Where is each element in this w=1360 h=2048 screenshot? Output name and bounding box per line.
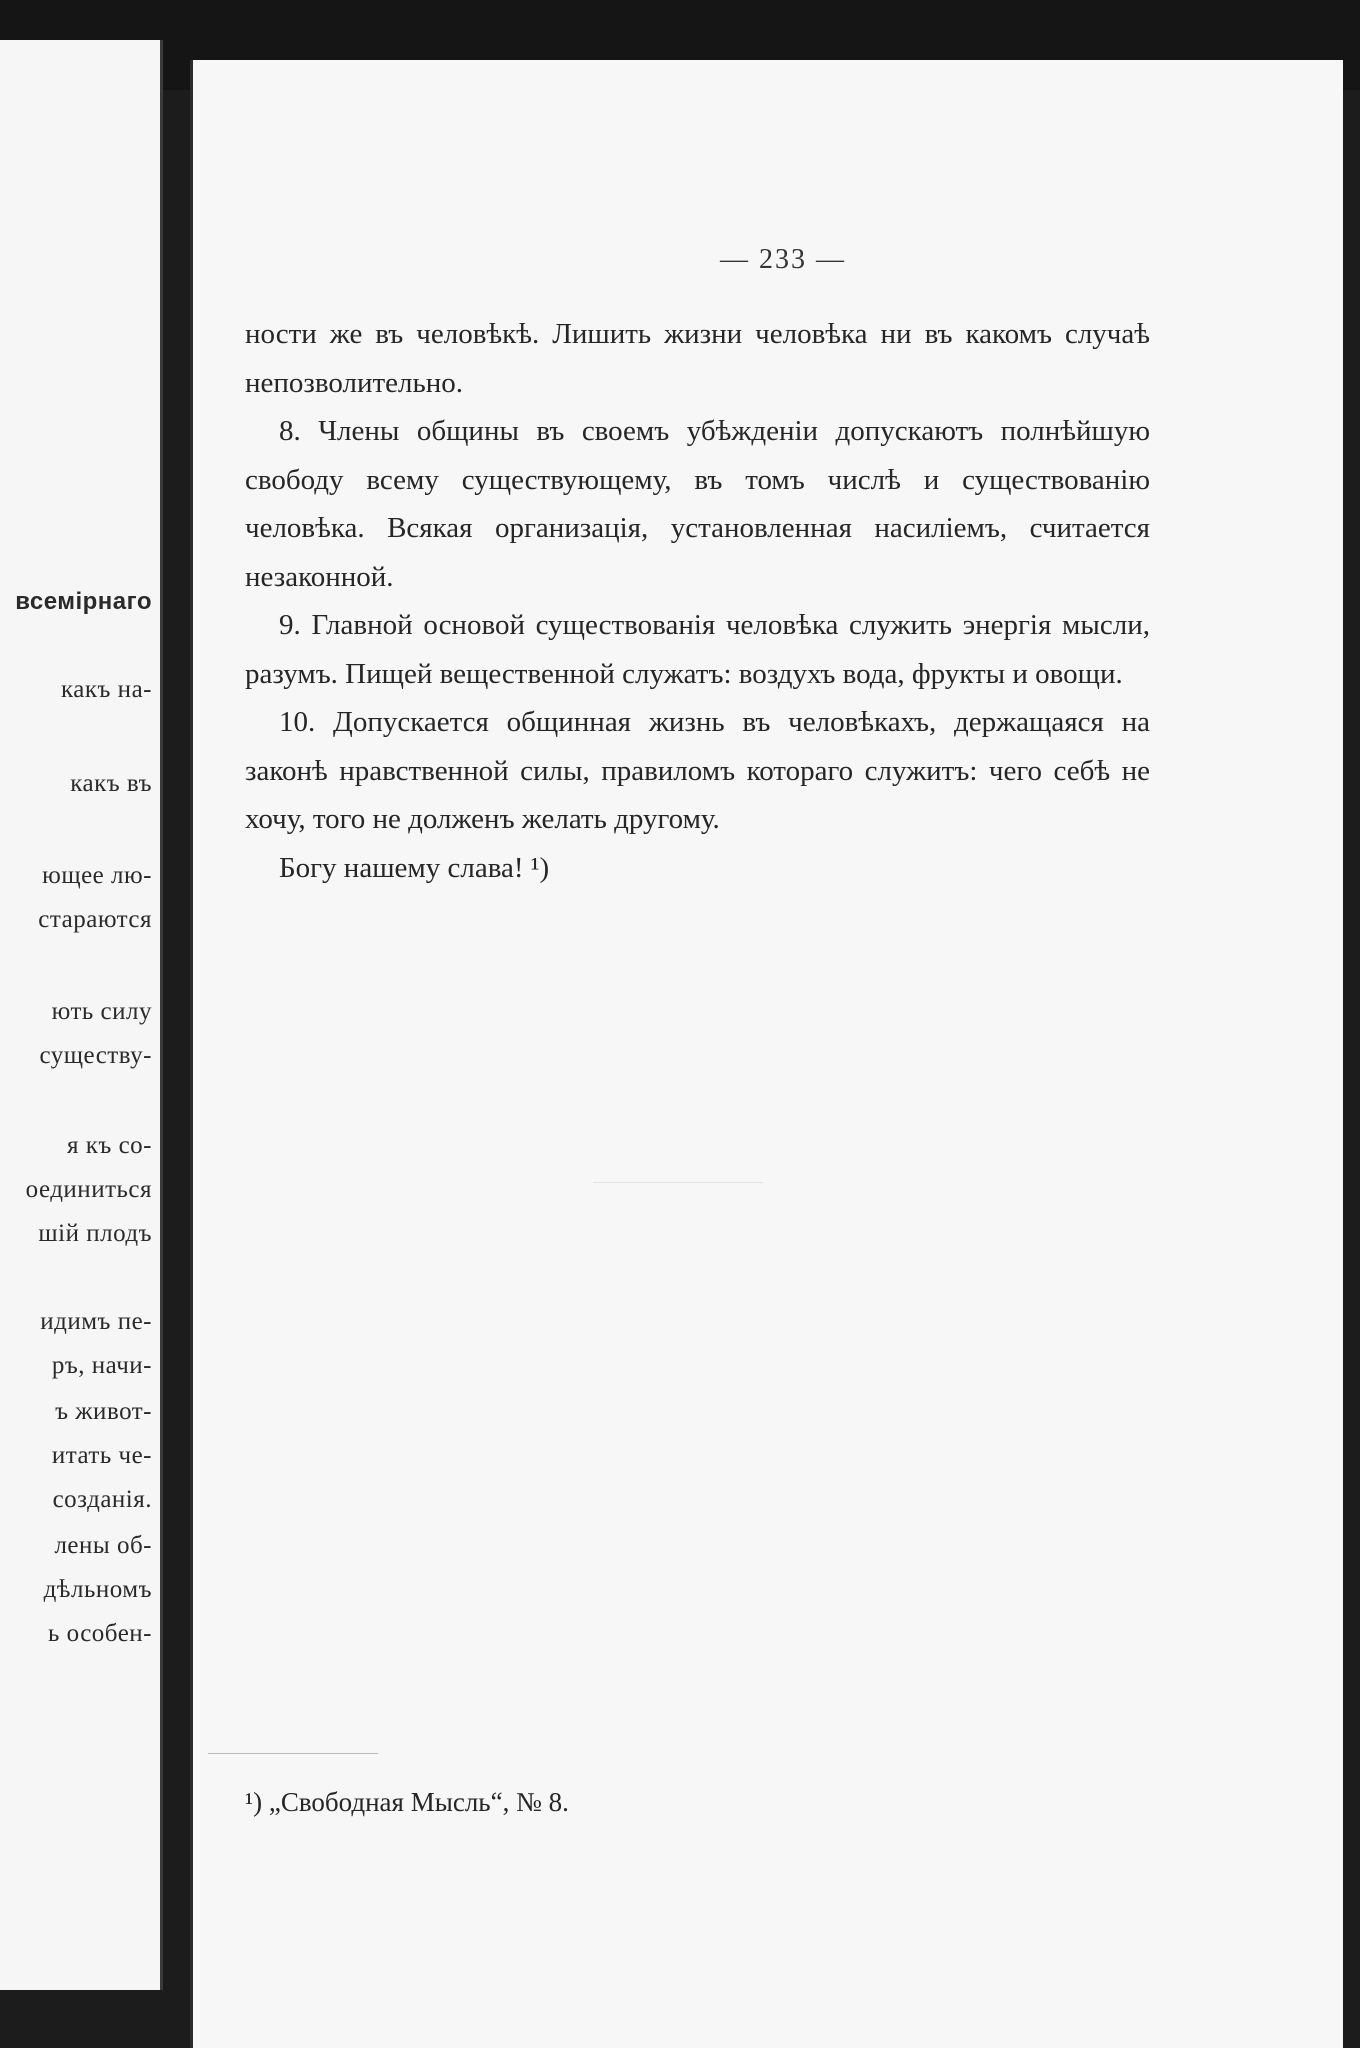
left-page-line: ють силу [51,998,152,1025]
left-page-line: ръ, начи- [51,1352,152,1379]
footnote-divider [208,1753,378,1754]
page-number: — 233 — [720,244,846,275]
paragraph: 9. Главной основой существованія человѣка служить энергія мысли, разумъ. Пищей вещественной служатъ: воздухъ вода, фрукты и овощи. [245,609,1150,690]
left-page-line: какъ въ [70,770,152,797]
left-page-line: дѣльномъ [43,1576,152,1603]
paragraph: Богу нашему слава! ¹) [279,851,550,884]
left-page-line: ь особен- [47,1620,152,1647]
left-page-line: я къ со- [67,1132,152,1159]
left-page-line: созданія. [52,1486,152,1513]
paragraph: 10. Допускается общинная жизнь въ человѣкахъ, держащаяся на законѣ нравственной силы, правиломъ котораго служитъ: чего себѣ не хочу, того не долженъ желать другому. [245,706,1150,835]
footnote-marker: ¹) [245,1787,263,1817]
left-page [0,40,163,1990]
paragraph: ности же въ человѣкѣ. Лишить жизни человѣка ни въ какомъ случаѣ непозволительно. [245,318,1150,399]
body-text [245,310,1150,892]
left-page-line: какъ на- [61,676,152,703]
paragraph: 8. Члены общины въ своемъ убѣжденіи допускаютъ полнѣйшую свободу всему существующему, въ томъ числѣ и существованію человѣка. Всякая организація, установленная насиліемъ, считается незаконной. [245,415,1150,593]
left-page-line: стараются [38,906,152,933]
left-page-line: всемірнаго [15,588,152,615]
left-page-line: ющее лю- [42,862,152,889]
divider [593,1182,763,1183]
left-page-line: шій плодъ [38,1220,152,1247]
footnote-text: „Свободная Мысль“, № 8. [268,1787,569,1817]
left-page-line: оединиться [25,1176,152,1203]
left-page-line: идимъ пе- [40,1308,152,1335]
left-page-line: существу- [39,1042,152,1069]
footnote [245,1787,569,1818]
left-page-line: итать че- [51,1442,152,1469]
right-page [190,60,1343,2048]
left-page-line: лены об- [54,1532,152,1559]
left-page-line: ъ живот- [55,1398,152,1425]
